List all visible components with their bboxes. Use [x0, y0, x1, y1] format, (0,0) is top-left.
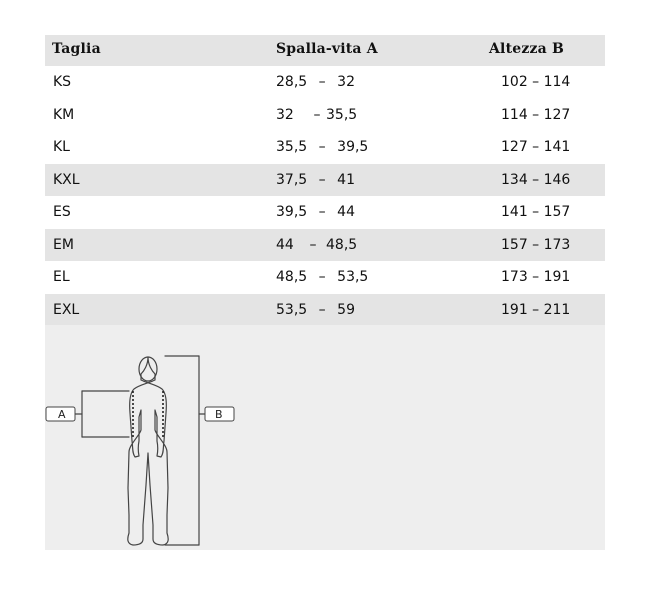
height-cell: 114 – 127	[501, 106, 571, 123]
table-header	[45, 35, 605, 66]
shoulder-waist-cell: 35,5 – 39,5	[276, 139, 369, 155]
height-cell: 134 – 146	[501, 171, 571, 188]
label-b: B	[215, 408, 223, 421]
height-cell: 102 – 114	[501, 74, 571, 90]
size-cell: ES	[53, 204, 71, 220]
shoulder-waist-cell: 28,5 – 32	[276, 74, 355, 90]
shoulder-waist-cell: 44 – 48,5	[276, 236, 358, 253]
height-cell: 191 – 211	[501, 301, 571, 318]
table-row	[45, 229, 605, 262]
height-cell: 173 – 191	[501, 269, 571, 285]
height-cell: 141 – 157	[501, 204, 571, 220]
height-cell: 127 – 141	[501, 139, 571, 155]
body-measurement-diagram	[45, 325, 605, 550]
size-cell: EM	[53, 236, 74, 253]
table-row	[45, 164, 605, 197]
header-height: Altezza B	[489, 41, 565, 57]
table-row	[45, 99, 605, 132]
size-cell: EL	[53, 269, 70, 285]
size-cell: KXL	[53, 171, 80, 188]
shoulder-waist-cell: 53,5 – 59	[276, 301, 355, 318]
shoulder-waist-cell: 37,5 – 41	[276, 171, 355, 188]
header-shoulder-waist: Spalla-vita A	[276, 41, 378, 57]
height-cell: 157 – 173	[501, 236, 571, 253]
measurement-figure-panel	[45, 325, 605, 550]
label-a: A	[58, 408, 66, 421]
shoulder-waist-cell: 32 – 35,5	[276, 106, 358, 123]
size-cell: KM	[53, 106, 75, 123]
size-cell: EXL	[53, 301, 80, 318]
size-chart-table	[45, 35, 605, 326]
size-cell: KS	[53, 74, 72, 90]
shoulder-waist-cell: 48,5 – 53,5	[276, 269, 369, 285]
header-size: Taglia	[52, 41, 101, 57]
table-row	[45, 66, 605, 99]
table-row	[45, 294, 605, 327]
table-row	[45, 131, 605, 164]
shoulder-waist-cell: 39,5 – 44	[276, 204, 355, 220]
human-figure-outline	[128, 357, 168, 545]
table-row	[45, 261, 605, 294]
table-row	[45, 196, 605, 229]
size-cell: KL	[53, 139, 70, 155]
